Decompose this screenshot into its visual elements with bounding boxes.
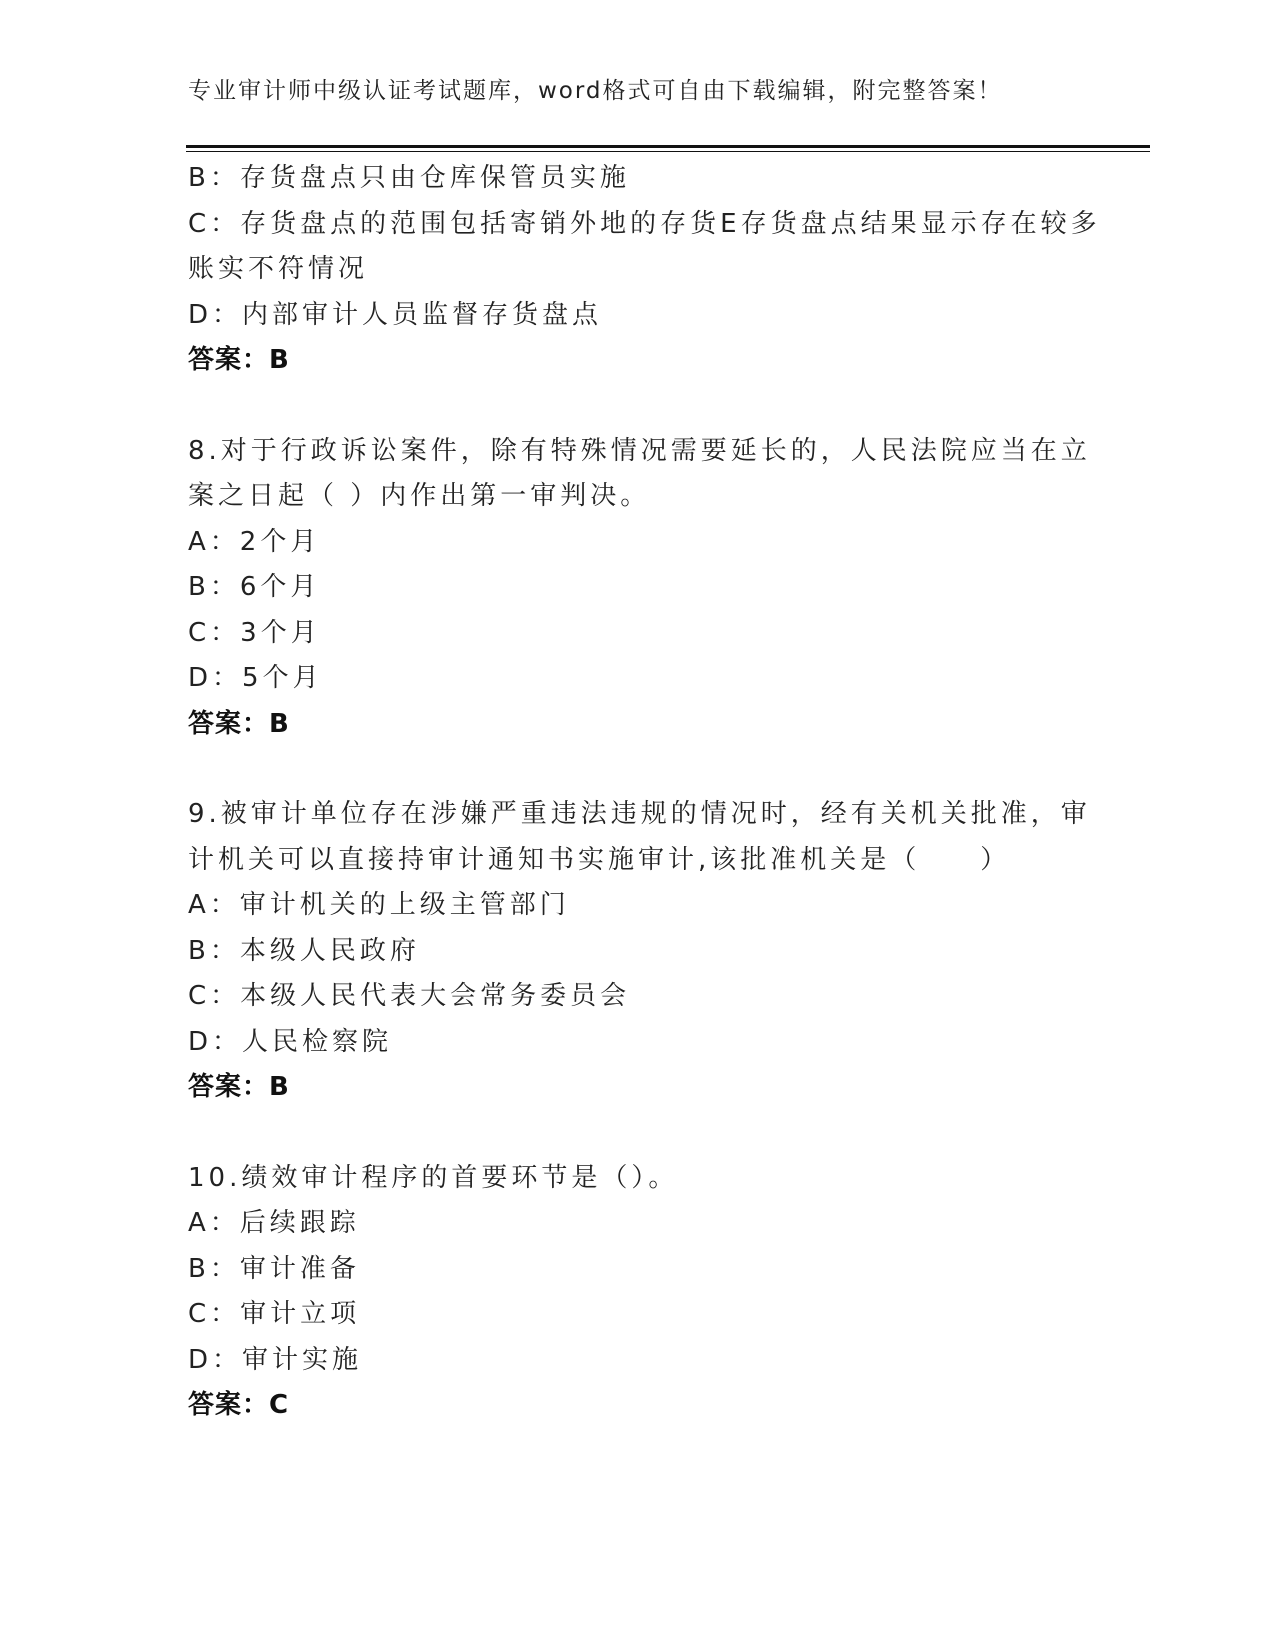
q10-answer: 答案：C [188,1390,290,1420]
spacer [188,747,1088,792]
question-8 [188,429,1091,748]
header-rule-thin [186,151,1150,152]
spacer [188,1111,1088,1156]
q9-answer: 答案：B [188,1072,290,1102]
q8-option-b: B：6个月 [188,572,321,602]
q8-option-c: C：3个月 [188,617,321,648]
q8-option-d: D：5个月 [188,663,323,693]
q9-option-c: C：本级人民代表大会常务委员会 [188,981,631,1011]
q9-option-b: B：本级人民政府 [188,935,420,966]
question-7-tail [188,156,1101,384]
q8-stem-line1: 8.对于行政诉讼案件，除有特殊情况需要延长的，人民法院应当在立 [188,435,1091,466]
q9-option-a: A：审计机关的上级主管部门 [188,890,570,920]
q7-option-c-line1: C：存货盘点的范围包括寄销外地的存货E存货盘点结果显示存在较多 [188,208,1101,239]
spacer [188,384,1088,429]
q9-stem-line1: 9.被审计单位存在涉嫌严重违法违规的情况时，经有关机关批准，审 [188,799,1091,829]
q9-option-d: D：人民检察院 [188,1026,393,1057]
q8-stem-line2: 案之日起（ ）内作出第一审判决。 [188,481,651,511]
q8-option-a: A：2个月 [188,526,321,557]
q7-option-d: D：内部审计人员监督存货盘点 [188,299,603,330]
q10-option-c: C：审计立项 [188,1299,361,1329]
q10-stem-line1: 10.绩效审计程序的首要环节是（）。 [188,1162,679,1193]
q10-option-b: B：审计准备 [188,1253,360,1284]
q7-option-c-line2: 账实不符情况 [188,254,369,284]
question-10 [188,1156,1088,1429]
q7-answer: 答案：B [188,345,290,375]
header-rule-thick [186,145,1150,148]
page-header: 专业审计师中级认证考试题库，word格式可自由下载编辑，附完整答案！ [188,78,1003,104]
q7-option-b: B：存货盘点只由仓库保管员实施 [188,163,630,193]
question-content [188,156,1101,1429]
q8-answer: 答案：B [188,708,290,739]
q10-option-d: D：审计实施 [188,1344,363,1375]
q10-option-a: A：后续跟踪 [188,1208,360,1238]
q9-stem-line2: 计机关可以直接持审计通知书实施审计,该批准机关是（ ） [188,844,1011,875]
question-9 [188,792,1091,1111]
